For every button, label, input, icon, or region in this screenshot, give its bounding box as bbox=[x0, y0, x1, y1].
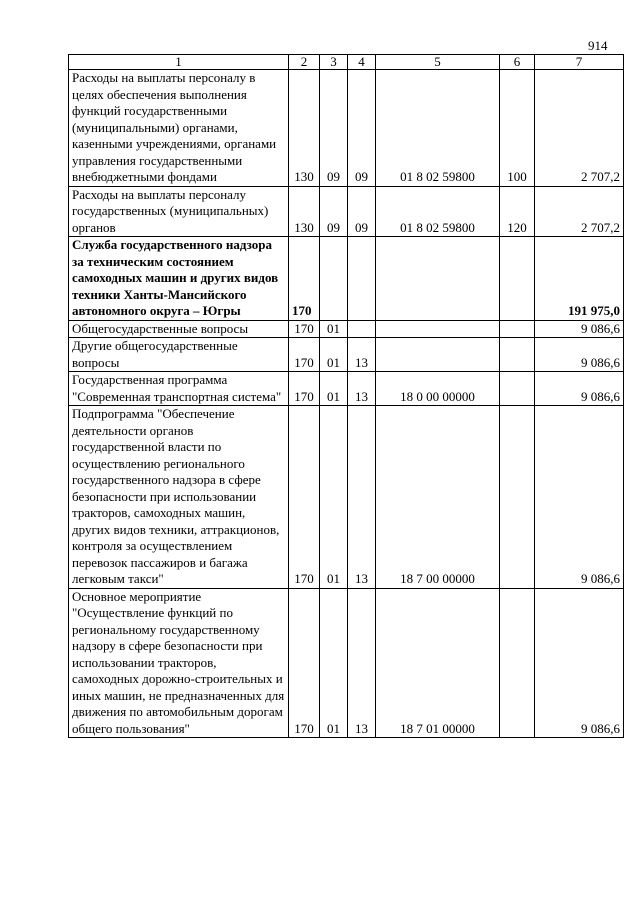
table-header-row bbox=[69, 55, 624, 70]
column-header: 1 bbox=[69, 55, 289, 70]
row-expense-type bbox=[500, 320, 535, 338]
row-subsection: 13 bbox=[348, 406, 376, 589]
row-section: 01 bbox=[320, 372, 348, 406]
table-row bbox=[69, 320, 624, 338]
row-code: 130 bbox=[289, 186, 320, 237]
row-name: Расходы на выплаты персоналу в целях обеспечения выполнения функций государственными (муниципальными) органами, казенными учреждениями, органами управления государственными внебюджетными фондами bbox=[69, 70, 289, 187]
column-header: 5 bbox=[376, 55, 500, 70]
row-target-article: 01 8 02 59800 bbox=[376, 186, 500, 237]
row-expense-type bbox=[500, 372, 535, 406]
table-row bbox=[69, 237, 624, 321]
row-target-article: 01 8 02 59800 bbox=[376, 70, 500, 187]
row-name: Подпрограмма "Обеспечение деятельности органов государственной власти по осуществлению регионального государственного надзора в сфере безопасности при использовании тракторов, самоходных машин, других видов техники, аттракционов, контроля за осуществлением перевозок пассажиров и багажа легковым такси" bbox=[69, 406, 289, 589]
table-body bbox=[69, 70, 624, 738]
row-section: 01 bbox=[320, 588, 348, 738]
row-name: Основное мероприятие "Осуществление функций по региональному государственному надзору в сфере безопасности при использовании тракторов, самоходных дорожно-строительных и иных машин, не предназначенных для движения по автомобильным дорогам общего пользования" bbox=[69, 588, 289, 738]
row-expense-type: 100 bbox=[500, 70, 535, 187]
row-target-article: 18 7 00 00000 bbox=[376, 406, 500, 589]
row-name: Общегосударственные вопросы bbox=[69, 320, 289, 338]
row-subsection bbox=[348, 237, 376, 321]
column-header: 7 bbox=[535, 55, 624, 70]
table-row bbox=[69, 186, 624, 237]
row-code: 170 bbox=[289, 406, 320, 589]
table-row bbox=[69, 338, 624, 372]
row-code: 170 bbox=[289, 320, 320, 338]
row-code: 170 bbox=[289, 372, 320, 406]
row-amount: 9 086,6 bbox=[535, 372, 624, 406]
row-code: 170 bbox=[289, 237, 320, 321]
row-section: 01 bbox=[320, 406, 348, 589]
row-code: 170 bbox=[289, 588, 320, 738]
row-expense-type bbox=[500, 237, 535, 321]
row-code: 130 bbox=[289, 70, 320, 187]
row-target-article bbox=[376, 320, 500, 338]
row-subsection: 13 bbox=[348, 588, 376, 738]
row-amount: 9 086,6 bbox=[535, 338, 624, 372]
row-amount: 2 707,2 bbox=[535, 70, 624, 187]
row-subsection: 13 bbox=[348, 372, 376, 406]
row-amount: 2 707,2 bbox=[535, 186, 624, 237]
table-row bbox=[69, 406, 624, 589]
row-subsection: 09 bbox=[348, 186, 376, 237]
row-target-article bbox=[376, 338, 500, 372]
table-row bbox=[69, 372, 624, 406]
row-section: 09 bbox=[320, 70, 348, 187]
row-target-article bbox=[376, 237, 500, 321]
budget-table bbox=[68, 54, 624, 738]
row-subsection: 09 bbox=[348, 70, 376, 187]
row-amount: 9 086,6 bbox=[535, 588, 624, 738]
row-section: 01 bbox=[320, 320, 348, 338]
row-code: 170 bbox=[289, 338, 320, 372]
row-subsection bbox=[348, 320, 376, 338]
table-row bbox=[69, 588, 624, 738]
row-name: Служба государственного надзора за техническим состоянием самоходных машин и других видов техники Ханты-Мансийского автономного округа – Югры bbox=[69, 237, 289, 321]
row-name: Государственная программа "Современная транспортная система" bbox=[69, 372, 289, 406]
row-target-article: 18 0 00 00000 bbox=[376, 372, 500, 406]
row-expense-type bbox=[500, 406, 535, 589]
row-expense-type bbox=[500, 588, 535, 738]
row-target-article: 18 7 01 00000 bbox=[376, 588, 500, 738]
column-header: 3 bbox=[320, 55, 348, 70]
page-number: 914 bbox=[588, 38, 608, 53]
row-name: Другие общегосударственные вопросы bbox=[69, 338, 289, 372]
column-header: 4 bbox=[348, 55, 376, 70]
column-header: 6 bbox=[500, 55, 535, 70]
table-row bbox=[69, 70, 624, 187]
row-amount: 9 086,6 bbox=[535, 406, 624, 589]
column-header: 2 bbox=[289, 55, 320, 70]
row-amount: 9 086,6 bbox=[535, 320, 624, 338]
row-expense-type: 120 bbox=[500, 186, 535, 237]
row-section bbox=[320, 237, 348, 321]
row-section: 09 bbox=[320, 186, 348, 237]
row-amount: 191 975,0 bbox=[535, 237, 624, 321]
row-section: 01 bbox=[320, 338, 348, 372]
row-subsection: 13 bbox=[348, 338, 376, 372]
row-name: Расходы на выплаты персоналу государственных (муниципальных) органов bbox=[69, 186, 289, 237]
row-expense-type bbox=[500, 338, 535, 372]
